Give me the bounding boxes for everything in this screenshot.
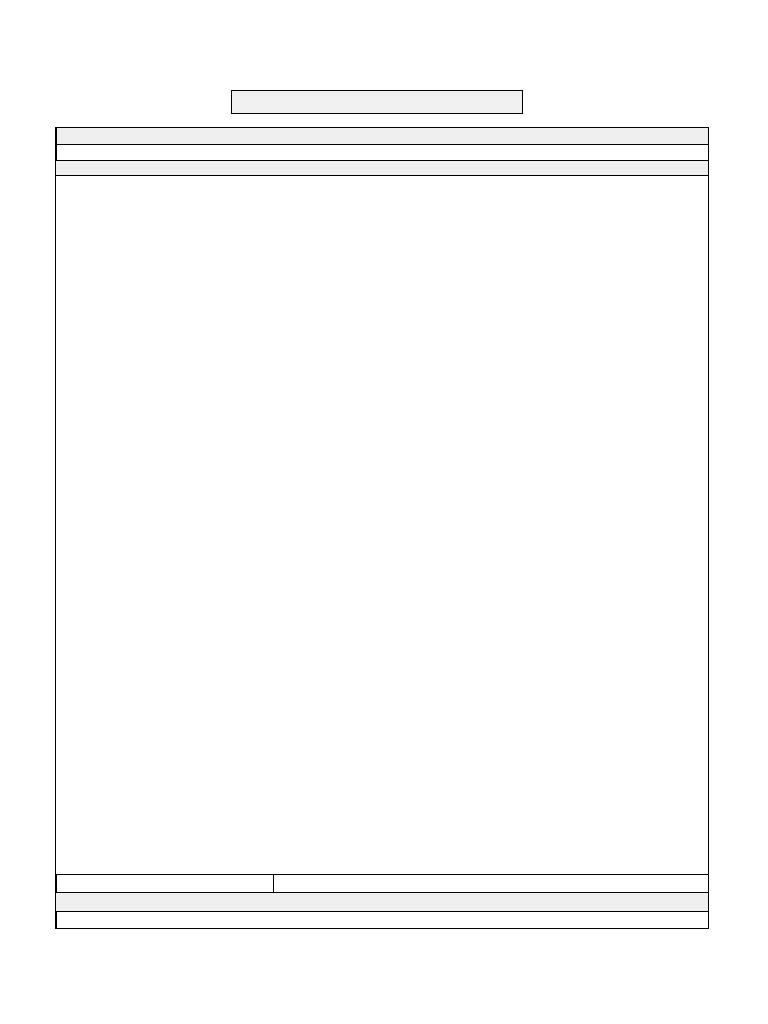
footer-date-label	[56, 875, 273, 893]
receipt-title-row	[56, 893, 708, 912]
header-row-name	[56, 145, 708, 161]
document-title	[231, 90, 523, 114]
name-label	[490, 145, 708, 161]
date-label	[490, 128, 708, 145]
header-row-date	[56, 128, 708, 145]
consequence-text	[56, 843, 708, 875]
footer-signature-label	[273, 875, 490, 893]
footer-name-label	[490, 875, 708, 893]
signature-row	[56, 875, 708, 893]
receipt-name-label	[490, 912, 708, 928]
intro-row	[56, 161, 708, 176]
approver-label	[56, 128, 490, 145]
employee-number-label	[56, 145, 490, 161]
receipt-title	[56, 893, 708, 912]
consequence-row	[56, 843, 708, 875]
intro-text	[56, 161, 708, 176]
receipt-name-row	[56, 912, 708, 928]
receipt-name-field[interactable]	[56, 912, 490, 928]
warning-form	[55, 127, 709, 929]
